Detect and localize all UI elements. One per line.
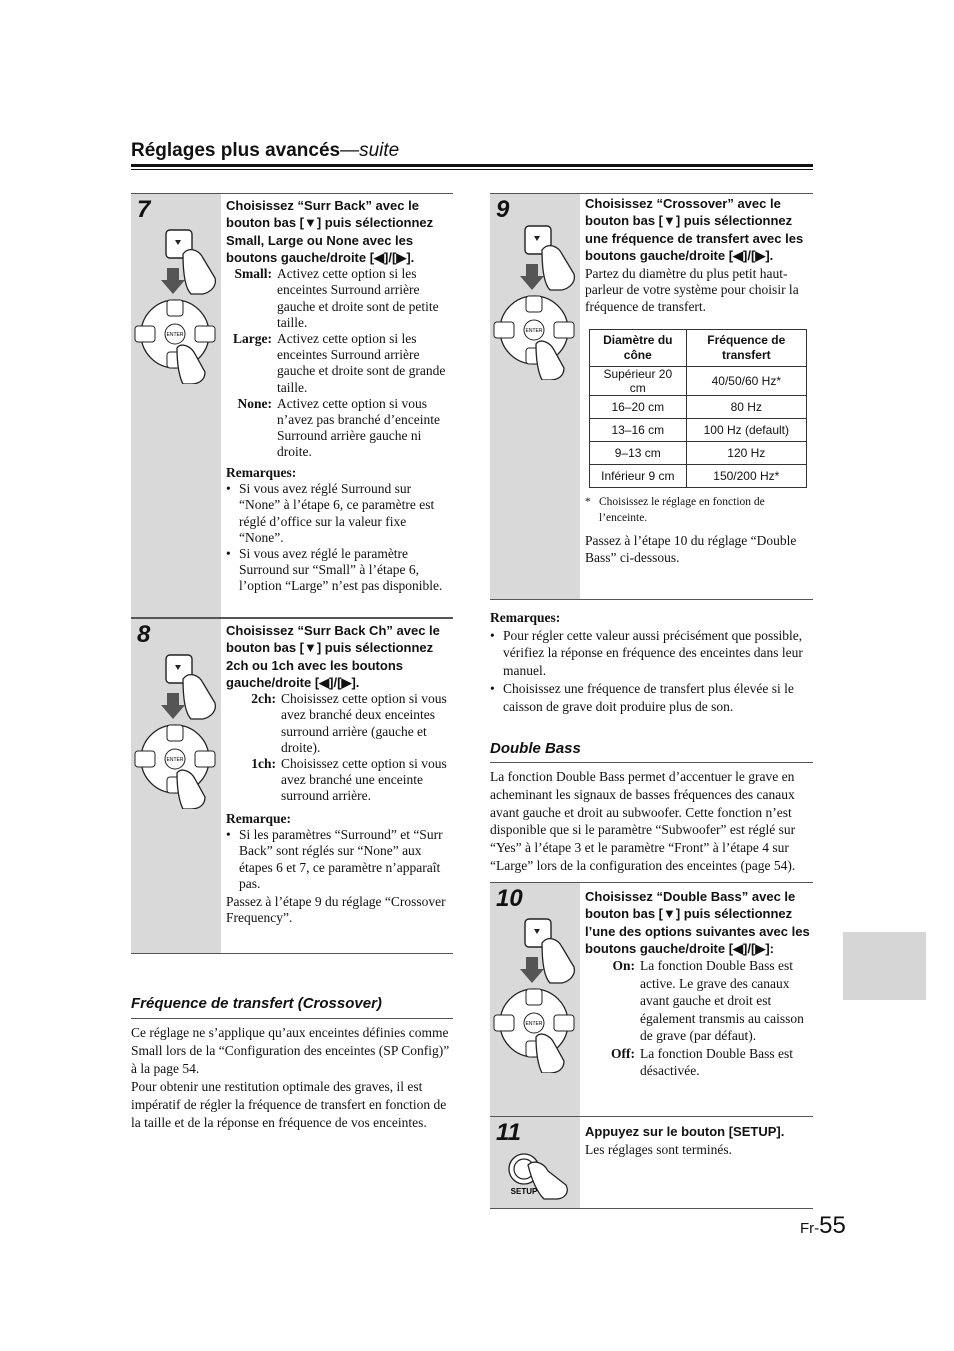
remarks-list — [226, 827, 453, 892]
step-8-instruction: Choisissez “Surr Back Ch” avec le bouton bas [▼] puis sélectionnez 2ch ou 1ch avec les boutons gauche/droite [◀]/[▶]. — [226, 623, 440, 690]
crossover-table — [589, 329, 807, 488]
page-number: Fr-55 — [800, 1212, 846, 1239]
table-row: 16–20 cm 80 Hz — [590, 395, 807, 418]
enter-label: ENTER — [525, 328, 543, 334]
option-small: Small: Activez cette option si les enceintes Surround arrière gauche et droite sont de petite taille. — [234, 266, 439, 330]
double-bass-para: La fonction Double Bass permet d’accentuer le grave en acheminant les signaux de basses fréquences des canaux avant gauche et droit au subwoofer. Cette fonction n’est disponible que si le paramètre “Subwoofer” est réglé sur “Yes” à l’étape 3 et le paramètre “Front” à l’étape 4 sur “Large” lors de la configuration des enceintes (page 54). — [490, 769, 796, 873]
step-9 — [490, 193, 813, 600]
crossover-rule — [131, 1018, 453, 1019]
step-7-instruction: Choisissez “Surr Back” avec le bouton bas [▼] puis sélectionnez Small, Large ou None avec les boutons gauche/droite [◀]/[▶]. — [226, 198, 434, 265]
side-tab-marker — [843, 932, 926, 1000]
page-title — [131, 140, 399, 162]
right-remarks — [490, 610, 814, 715]
page-title-suffix: —suite — [340, 140, 400, 161]
remark-item: • Si vous avez réglé le paramètre Surround sur “Small” à l’étape 6, l’option “Large” n’est pas disponible. — [239, 546, 453, 595]
remarks-title: Remarques: — [490, 610, 561, 625]
step-number: 10 — [496, 885, 523, 912]
step-11 — [490, 1116, 813, 1209]
step-number: 11 — [496, 1119, 521, 1146]
enter-label: ENTER — [166, 332, 184, 338]
step-11-text: Les réglages sont terminés. — [585, 1142, 732, 1158]
remote-down-button-icon — [133, 649, 219, 809]
enter-label: ENTER — [525, 1021, 543, 1027]
remarks-list — [490, 627, 814, 716]
table-header: Diamètre du cône — [590, 329, 687, 366]
remarks-list — [226, 481, 453, 594]
step-9-next: Passez à l’étape 10 du réglage “Double Bass” ci-dessous. — [585, 532, 797, 566]
crossover-para-2: Pour obtenir une restitution optimale des graves, il est impératif de régler la fréquence de transfert en fonction de la taille et de la réponse en fréquence de vos enceintes. — [131, 1079, 447, 1130]
crossover-para-1: Ce réglage ne s’applique qu’aux enceintes définies comme Small lors de la “Configuration des enceintes (SP Config)” à la page 54. — [131, 1025, 450, 1076]
double-bass-rule — [490, 762, 813, 763]
step-7 — [131, 193, 453, 618]
double-bass-heading: Double Bass — [490, 740, 581, 757]
remark-item: • Choisissez une fréquence de transfert plus élevée si le caisson de grave doit produire plus de son. — [503, 680, 814, 716]
remote-down-button-icon — [492, 220, 578, 380]
remote-down-button-icon — [133, 224, 219, 384]
remark-item: • Si les paramètres “Surround” et “Surr Back” sont réglés sur “None” aux étapes 6 et 7, ce paramètre n’apparaît pas. — [239, 827, 453, 892]
header-rule — [131, 164, 813, 167]
step-number: 7 — [137, 196, 151, 223]
step-8-next: Passez à l’étape 9 du réglage “Crossover Frequency”. — [226, 893, 446, 926]
option-1ch: 1ch: Choisissez cette option si vous avez branché une enceinte surround arrière. — [251, 756, 447, 804]
setup-label: SETUP — [510, 1187, 538, 1196]
table-row: Supérieur 20 cm 40/50/60 Hz* — [590, 366, 807, 395]
option-none: None: Activez cette option si vous n’avez pas branché d’enceinte Surround arrière gauche ni droite. — [237, 395, 441, 460]
remote-down-button-icon — [492, 913, 578, 1073]
table-row: 9–13 cm 120 Hz — [590, 441, 807, 464]
step-number: 9 — [496, 196, 510, 223]
remark-item: • Si vous avez réglé Surround sur “None” à l’étape 6, ce paramètre est réglé d’office sur la valeur fixe “None”. — [239, 481, 453, 546]
page-title-main: Réglages plus avancés — [131, 140, 341, 161]
step-8 — [131, 618, 453, 954]
step-9-instruction: Choisissez “Crossover” avec le bouton bas [▼] puis sélectionnez une fréquence de transfert avec les boutons gauche/droite [◀]/[▶]. — [585, 196, 804, 263]
crossover-heading: Fréquence de transfert (Crossover) — [131, 995, 382, 1012]
step-11-instruction: Appuyez sur le bouton [SETUP]. — [585, 1124, 785, 1139]
step-10-instruction: Choisissez “Double Bass” avec le bouton bas [▼] puis sélectionnez l’une des options suivantes avec les boutons gauche/droite [◀]/[▶]: — [585, 889, 810, 956]
header-rule-thin — [131, 169, 813, 170]
table-footnote: * Choisissez le réglage en fonction de l’enceinte. — [585, 495, 765, 524]
option-on: On: La fonction Double Bass est active. Le grave des canaux avant gauche et droit est également transmis au caisson de grave (par défaut). — [612, 958, 804, 1044]
step-10 — [490, 882, 813, 1117]
table-header: Fréquence de transfert — [686, 329, 806, 366]
option-off: Off: La fonction Double Bass est désactivée. — [611, 1045, 793, 1079]
remark-title: Remarque: — [226, 810, 291, 826]
remark-item: • Pour régler cette valeur aussi précisément que possible, vérifiez la réponse en fréquence des enceintes dans leur manuel. — [503, 627, 814, 680]
table-row: Inférieur 9 cm 150/200 Hz* — [590, 464, 807, 487]
enter-label: ENTER — [166, 757, 184, 763]
step-number: 8 — [137, 621, 151, 648]
option-2ch: 2ch: Choisissez cette option si vous avez branché deux enceintes surround arrière (gauche et droite). — [251, 691, 447, 755]
remarks-title: Remarques: — [226, 464, 297, 480]
table-row: 13–16 cm 100 Hz (default) — [590, 418, 807, 441]
option-large: Large: Activez cette option si les enceintes Surround arrière gauche et droite sont de grande taille. — [233, 331, 446, 395]
step-9-text: Partez du diamètre du plus petit haut-parleur de votre système pour choisir la fréquence de transfert. — [585, 266, 799, 314]
setup-button-icon — [504, 1151, 576, 1201]
